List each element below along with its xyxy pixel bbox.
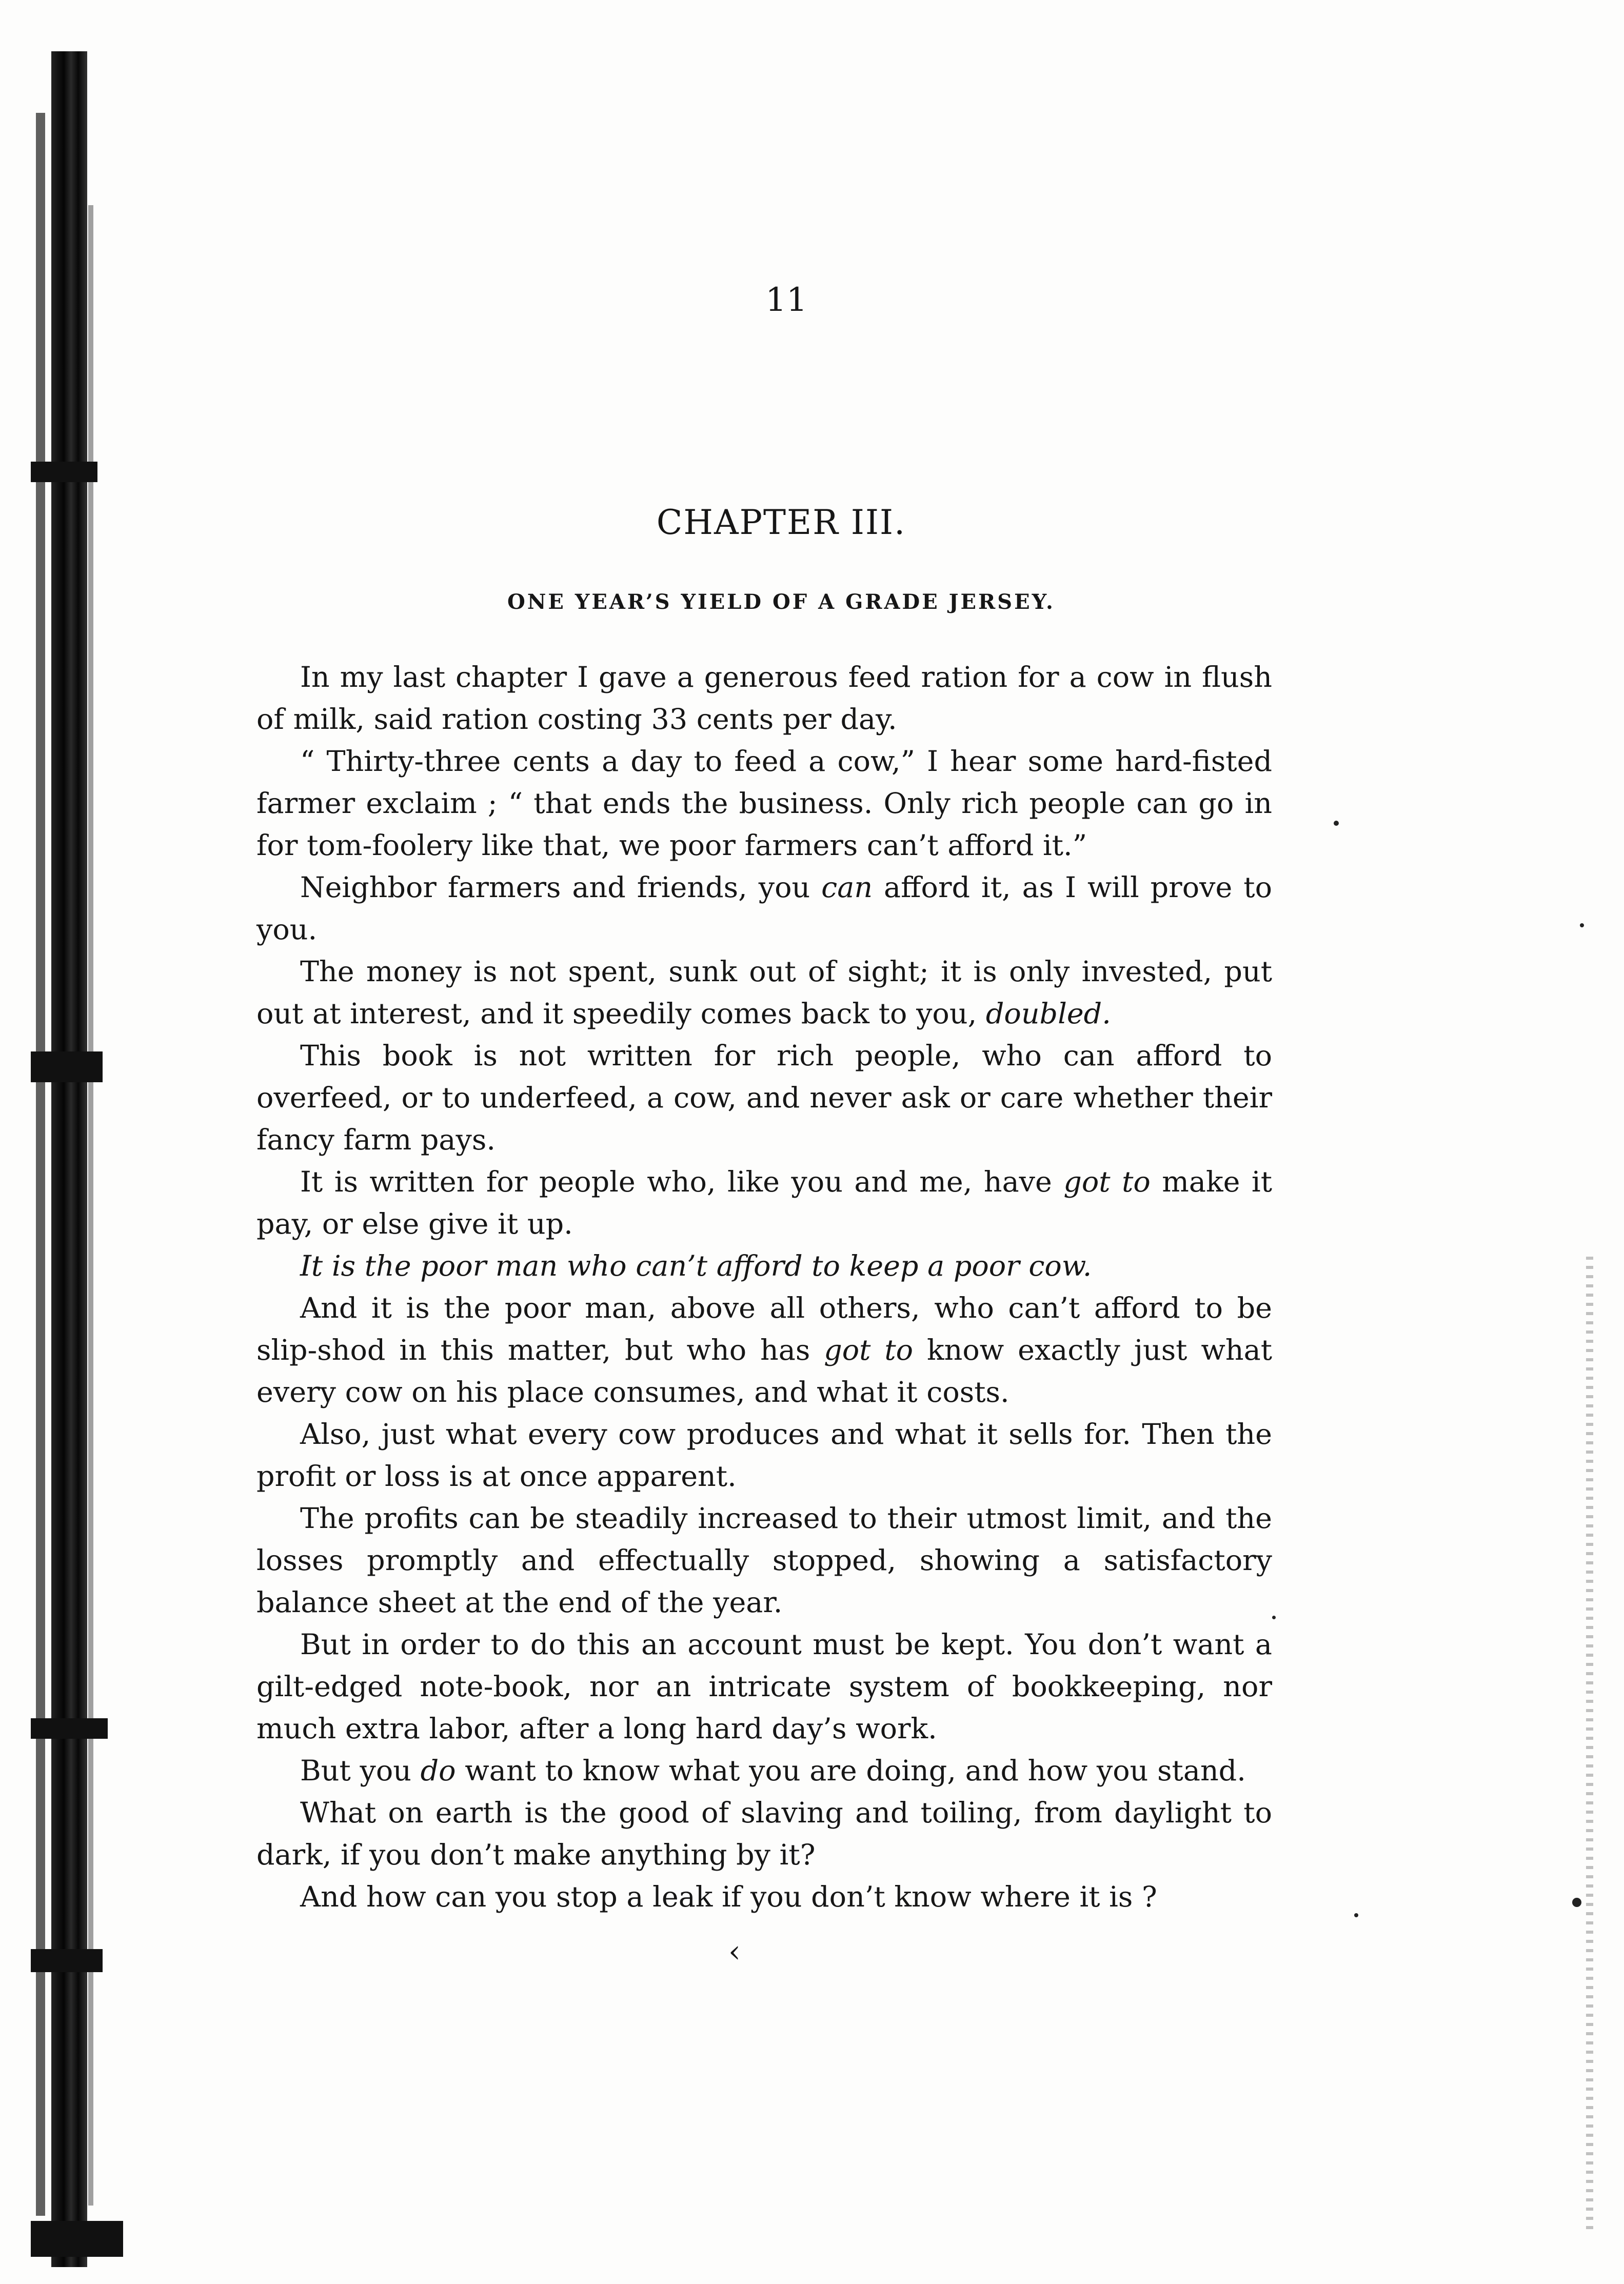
paragraph — [256, 951, 1272, 1035]
paragraph-text: And it is the poor man, above all others, who can’t afford to be slip-shod in this matter, but who has — [256, 1292, 1272, 1367]
paragraph — [256, 1035, 1272, 1161]
chapter-title: CHAPTER III. — [656, 503, 906, 542]
scan-speck — [1354, 1913, 1358, 1917]
paragraph — [256, 741, 1272, 867]
italic-text: It is the poor man who can’t afford to keep a poor cow. — [300, 1249, 1092, 1283]
paragraph-text: But in order to do this an account must be kept. You don’t want a gilt-edged note-book, nor an intricate system of bookkeeping, nor much extra labor, after a long hard day’s work. — [256, 1628, 1272, 1745]
binding-edge — [31, 51, 97, 2267]
paragraph — [256, 657, 1272, 741]
paragraph-text: The money is not spent, sunk out of sight; it is only invested, put out at interest, and it speedily comes back to you, — [256, 955, 1272, 1030]
italic-text: got to — [824, 1334, 914, 1367]
paragraph-text: This book is not written for rich people, who can afford to overfeed, or to underfeed, a cow, and never ask or care whether their fancy farm pays. — [256, 1039, 1272, 1157]
paragraph — [256, 867, 1272, 951]
paragraph-text: But you — [300, 1754, 421, 1788]
end-mark: ‹ — [728, 1934, 741, 1970]
scan-speck — [1272, 1616, 1276, 1619]
paragraph-text: The profits can be steadily increased to their utmost limit, and the losses promptly and effectually stopped, showing a satisfactory balance sheet at the end of the year. — [256, 1502, 1272, 1619]
paragraph-text: want to know what you are doing, and how you stand. — [455, 1754, 1246, 1788]
paragraph — [256, 1792, 1272, 1876]
page-number: 11 — [765, 281, 807, 319]
paragraph-text: And how can you stop a leak if you don’t know where it is ? — [300, 1880, 1157, 1914]
scan-speck — [1572, 1898, 1581, 1907]
paragraph-text: In my last chapter I gave a generous feed ration for a cow in flush of milk, said ration costing 33 cents per day. — [256, 661, 1272, 736]
paragraph-text: make it pay, or else give it up. — [256, 1165, 1272, 1241]
paragraph — [256, 1414, 1272, 1498]
paragraph — [256, 1624, 1272, 1750]
paragraph — [256, 1876, 1272, 1918]
paragraph-text: afford it, as I will prove to you. — [256, 871, 1272, 946]
right-page-edge — [1586, 1257, 1593, 2231]
paragraph — [256, 1287, 1272, 1414]
paragraph — [256, 1161, 1272, 1245]
paragraph-text: What on earth is the good of slaving and toiling, from daylight to dark, if you don’t make anything by it? — [256, 1796, 1272, 1872]
italic-text: doubled. — [985, 997, 1111, 1030]
italic-text: can — [821, 871, 873, 904]
scan-speck — [1334, 821, 1339, 826]
paragraph — [256, 1498, 1272, 1624]
paragraph — [256, 1245, 1272, 1287]
paragraph-text: know exactly just what every cow on his place consumes, and what it costs. — [256, 1334, 1273, 1409]
paragraph-text: Neighbor farmers and friends, you — [300, 871, 822, 904]
italic-text: do — [420, 1754, 456, 1788]
paragraph-text: “ Thirty-three cents a day to feed a cow,” I hear some hard-fisted farmer exclaim ; “ that ends the business. Only rich people can go in for tom-foolery like that, we poor farmers can’t afford it.” — [256, 745, 1272, 862]
body-text — [256, 657, 1272, 1918]
italic-text: got to — [1063, 1165, 1151, 1199]
chapter-subtitle: ONE YEAR’S YIELD OF A GRADE JERSEY. — [507, 590, 1055, 614]
paragraph-text: It is written for people who, like you and me, have — [300, 1165, 1064, 1199]
paragraph — [256, 1750, 1272, 1792]
scan-speck — [1580, 923, 1584, 927]
paragraph-text: Also, just what every cow produces and what it sells for. Then the profit or loss is at once apparent. — [256, 1418, 1272, 1493]
